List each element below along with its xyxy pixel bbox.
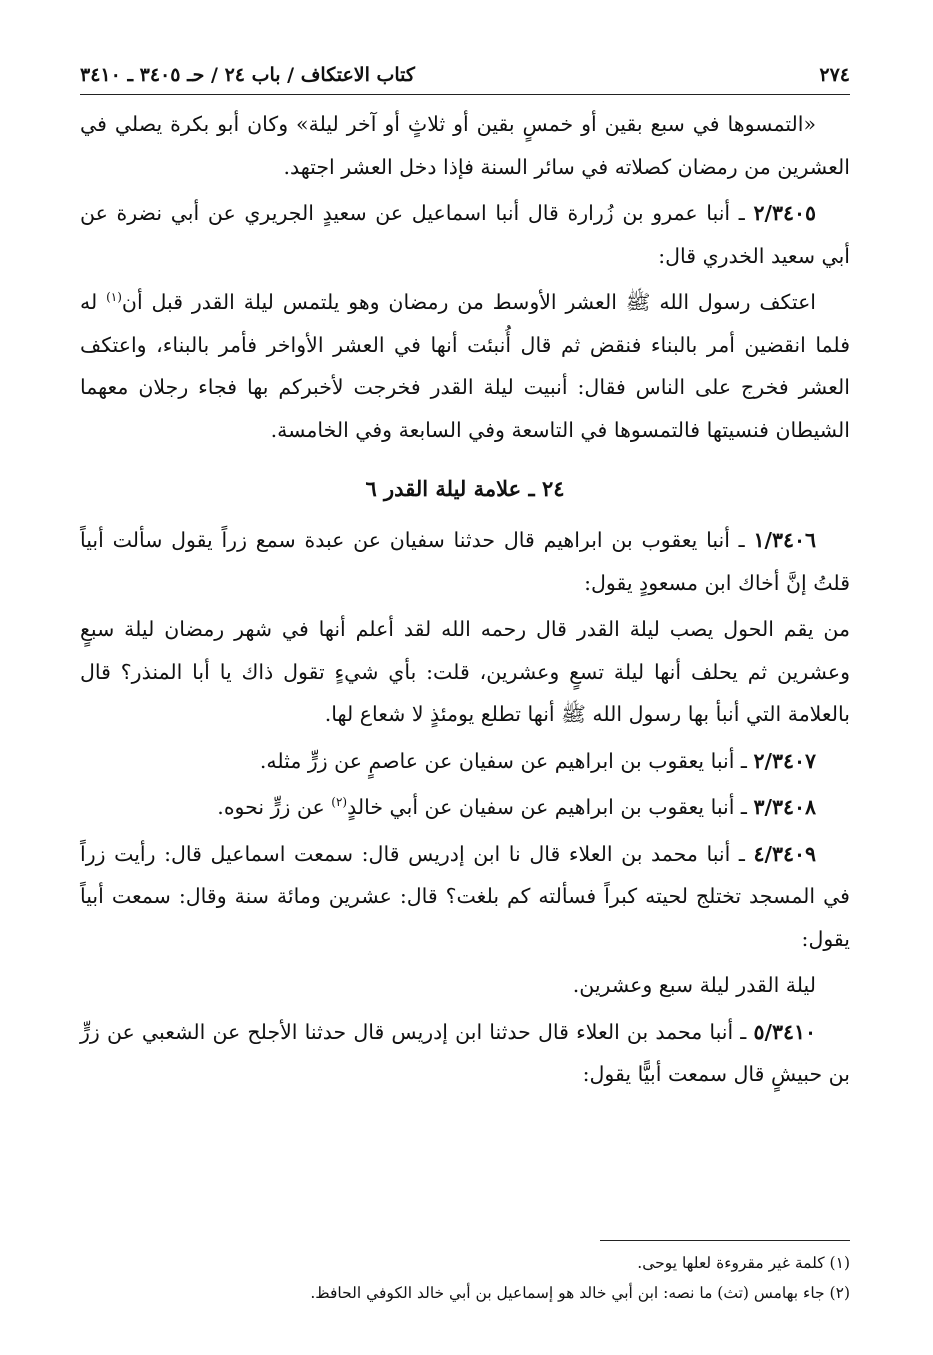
hadith-chain: ـ أنبا يعقوب بن ابراهيم عن سفيان عن أبي خالدٍ bbox=[347, 795, 754, 819]
book-page bbox=[80, 60, 850, 1320]
hadith-chain: ـ أنبا محمد بن العلاء قال حدثنا ابن إدريس قال حدثنا الأجلح عن الشعبي عن زرٍّ بن حبيشٍ قال سمعت أبيًّا يقول: bbox=[80, 1019, 850, 1086]
hadith-3408 bbox=[80, 786, 850, 829]
page-body bbox=[80, 103, 850, 1096]
footnote-2: (٢) جاء بهامس (تث) ما نصه: ابن أبي خالد هو إسماعيل بن أبي خالد الكوفي الحافظ. bbox=[310, 1284, 850, 1302]
hadith-number: ١/٣٤٠٦ bbox=[753, 528, 816, 552]
hadith-3406-matn bbox=[80, 608, 850, 736]
page-header bbox=[80, 60, 850, 95]
footnote-ref-1: (١) bbox=[106, 290, 122, 305]
paragraph-text: اعتكف رسول الله ﷺ العشر الأوسط من رمضان وهو يلتمس ليلة القدر قبل أن bbox=[121, 290, 816, 314]
footnote-ref-2: (٢) bbox=[331, 795, 348, 810]
paragraph-text: «التمسوها في سبع بقين أو خمسٍ بقين أو ثلاثٍ أو آخر ليلة» وكان أبو بكرة يصلي في العشرين من رمضان كصلاته في سائر السنة فإذا دخل العشر اجتهد. bbox=[80, 112, 850, 179]
hadith-3406 bbox=[80, 519, 850, 604]
paragraph-text: ليلة القدر ليلة سبع وعشرين. bbox=[572, 973, 816, 997]
hadith-number: ٤/٣٤٠٩ bbox=[753, 841, 816, 866]
hadith-chain: ـ أنبا يعقوب بن ابراهيم عن سفيان عن عاصمٍ عن زرٍّ مثله. bbox=[259, 748, 754, 773]
footnote-divider bbox=[600, 1240, 850, 1241]
hadith-chain: ـ أنبا يعقوب بن ابراهيم قال حدثنا سفيان عن عبدة سمع زراً يقول سألت أبياً قلتُ إنَّ أخاك ابن مسعودٍ يقول: bbox=[80, 528, 850, 595]
paragraph-continuation bbox=[80, 103, 850, 188]
running-title: كتاب الاعتكاف / باب ٢٤ / حـ ٣٤٠٥ ـ ٣٤١٠ bbox=[80, 64, 415, 86]
hadith-number: ٢/٣٤٠٧ bbox=[753, 748, 816, 773]
hadith-number: ٢/٣٤٠٥ bbox=[753, 201, 816, 225]
hadith-3409-matn bbox=[80, 964, 850, 1007]
hadith-number: ٣/٣٤٠٨ bbox=[753, 795, 816, 819]
hadith-number: ٥/٣٤١٠ bbox=[753, 1019, 816, 1044]
hadith-3405 bbox=[80, 192, 850, 277]
section-title: ٢٤ ـ علامة ليلة القدر ٦ bbox=[365, 476, 565, 501]
page-number: ٢٧٤ bbox=[819, 64, 850, 86]
paragraph-text: له فلما انقضين أمر بالبناء فنقض ثم قال أُنبئت أنها في العشر الأواخر فأمر بالبناء، واعتكف العشر فخرج على الناس فقال: أنبيت ليلة القدر فخرجت لأخبركم بها فجاء رجلان معهما الشيطان فنسيتها فالتمسوها في التاسعة وفي السابعة وفي الخامسة. bbox=[80, 290, 850, 442]
hadith-chain: ـ أنبا عمرو بن زُرارة قال أنبا اسماعيل عن سعيدٍ الجريري عن أبي نضرة عن أبي سعيد الخدري قال: bbox=[80, 201, 850, 268]
hadith-3410 bbox=[80, 1011, 850, 1096]
hadith-3405-matn bbox=[80, 281, 850, 451]
hadith-3409 bbox=[80, 833, 850, 961]
paragraph-text: من يقم الحول يصب ليلة القدر قال رحمه الله لقد أعلم أنها في شهر رمضان ليلة سبعٍ وعشرين ثم يحلف أنها ليلة تسعٍ وعشرين، قلت: بأي شيءٍ تقول ذاك يا أبا المنذر؟ قال بالعلامة التي أنبأ بها رسول الله ﷺ أنها تطلع يومئذٍ لا شعاع لها. bbox=[80, 617, 850, 726]
footnote-1: (١) كلمة غير مقروءة لعلها يوحى. bbox=[637, 1254, 850, 1272]
footnotes bbox=[80, 1248, 850, 1308]
hadith-chain: عن زرٍّ نحوه. bbox=[217, 795, 332, 819]
hadith-chain: ـ أنبا محمد بن العلاء قال نا ابن إدريس قال: سمعت اسماعيل قال: رأيت زراً في المسجد تختلج لحيته كبراً فسألته كم بلغت؟ قال: عشرين ومائة سنة وقال: سمعت أبياً يقول: bbox=[80, 841, 850, 951]
hadith-3407 bbox=[80, 740, 850, 783]
